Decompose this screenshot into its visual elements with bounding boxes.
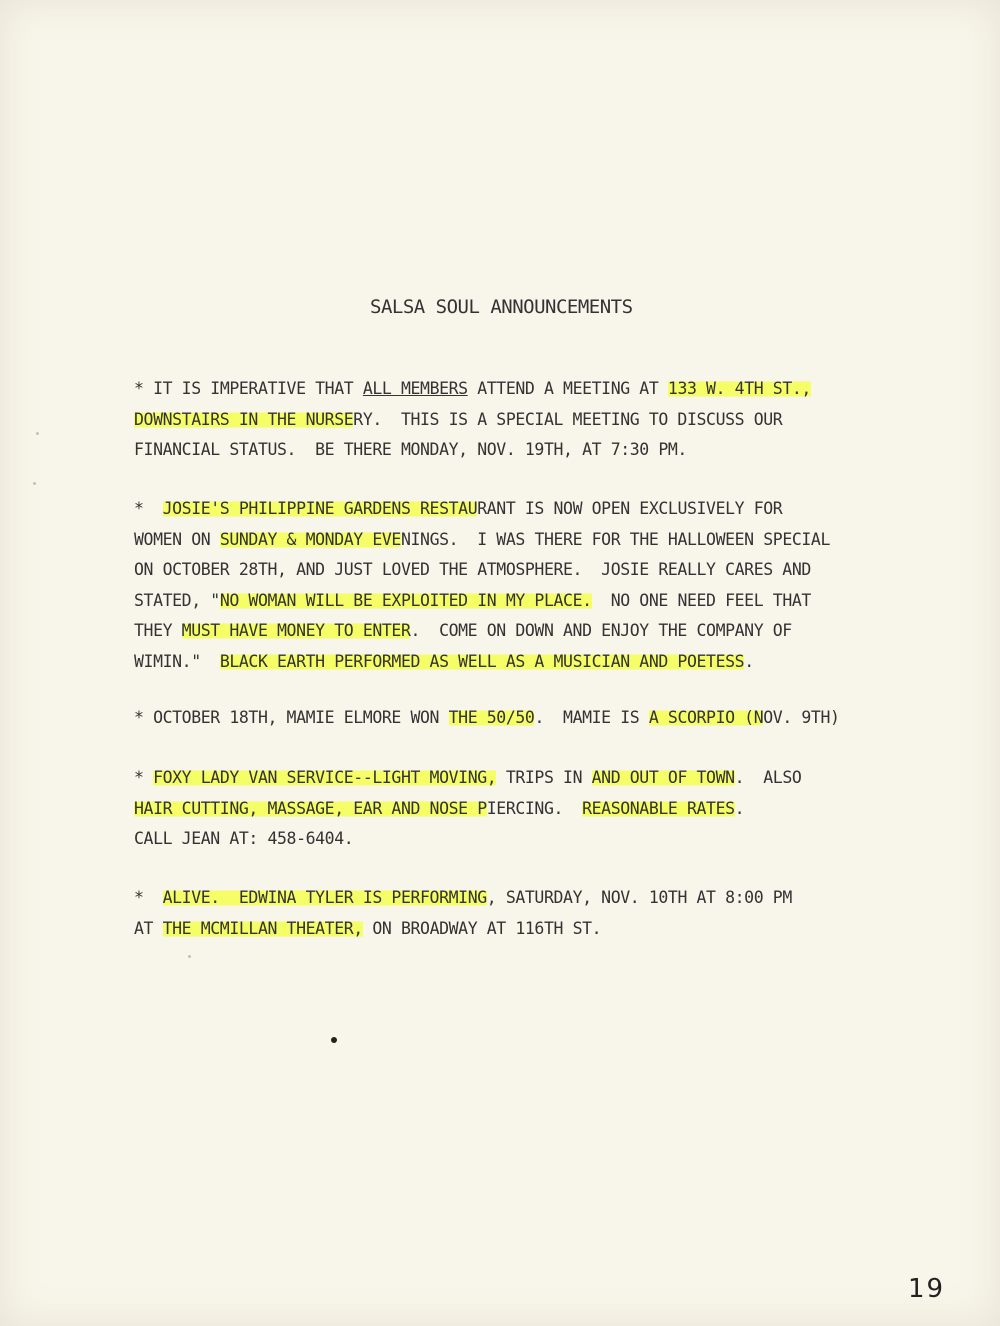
highlighted-text: AND OUT OF TOWN: [591, 768, 735, 787]
announcement-line: [134, 616, 894, 647]
paper-speck: [36, 432, 39, 435]
highlighted-text: THE 50/50: [448, 708, 535, 727]
highlighted-text: BLACK EARTH PERFORMED AS WELL AS A MUSICIAN AND POETESS: [219, 651, 745, 671]
text-segment: WIMIN.": [134, 651, 220, 671]
text-segment: , SATURDAY, NOV. 10TH AT 8:00 PM: [486, 888, 792, 907]
highlighted-text: SUNDAY & MONDAY EVE: [219, 529, 401, 549]
text-segment: IERCING.: [486, 798, 583, 818]
announcement-line: [134, 914, 894, 945]
highlighted-text: THE MCMILLAN THEATER,: [162, 918, 363, 938]
text-segment: FINANCIAL STATUS. BE THERE MONDAY, NOV. 19TH, AT 7:30 PM.: [134, 440, 687, 459]
announcement-line: [134, 374, 894, 405]
announcement-line: [134, 405, 894, 436]
announcement-line: [134, 586, 894, 617]
announcement-line: [134, 703, 894, 734]
text-segment: AT: [134, 918, 163, 938]
text-segment: ATTEND A MEETING AT: [467, 379, 668, 398]
announcement-foxy-lady-van: [134, 763, 894, 855]
text-segment: .: [734, 798, 745, 818]
announcement-line: [134, 647, 894, 678]
announcement-line: [134, 763, 894, 794]
announcement-josies-restaurant: [134, 494, 894, 677]
text-segment: WOMEN ON: [134, 529, 220, 549]
text-segment: *: [134, 499, 163, 518]
paper-speck: [33, 482, 36, 485]
text-segment: * OCTOBER 18TH, MAMIE ELMORE WON: [134, 708, 449, 727]
announcement-line: [134, 883, 894, 914]
text-segment: IT IS IMPERATIVE THAT: [153, 379, 363, 398]
announcement-alive-edwina-tyler: [134, 883, 894, 944]
text-segment: *: [134, 768, 154, 787]
highlighted-text: REASONABLE RATES: [582, 798, 735, 818]
text-segment: TRIPS IN: [496, 768, 592, 787]
text-segment: NO ONE NEED FEEL THAT: [591, 590, 811, 610]
highlighted-text: DOWNSTAIRS IN THE NURSE: [134, 409, 354, 429]
text-segment: . MAMIE IS: [534, 708, 649, 727]
highlighted-text: A SCORPIO (N: [648, 708, 764, 727]
text-segment: *: [134, 888, 163, 907]
document-title: SALSA SOUL ANNOUNCEMENTS: [370, 296, 633, 318]
text-segment: CALL JEAN AT: 458-6404.: [134, 829, 354, 848]
text-segment: THEY: [134, 621, 182, 640]
text-segment: . ALSO: [734, 768, 802, 787]
highlighted-text: ALIVE. EDWINA TYLER IS PERFORMING: [162, 888, 487, 907]
highlighted-text: MUST HAVE MONEY TO ENTER: [181, 621, 411, 640]
text-segment: RANT IS NOW OPEN EXCLUSIVELY FOR: [477, 499, 783, 518]
text-segment: STATED, ": [134, 590, 220, 610]
highlighted-text: NO WOMAN WILL BE EXPLOITED IN MY PLACE.: [219, 590, 592, 610]
announcement-line: [134, 824, 894, 855]
text-segment: . COME ON DOWN AND ENJOY THE COMPANY OF: [410, 621, 792, 640]
paper-speck: [188, 955, 191, 958]
highlighted-text: 133 W. 4TH ST.,: [667, 379, 811, 398]
page-number: 19: [908, 1274, 946, 1304]
highlighted-text: FOXY LADY VAN SERVICE--LIGHT MOVING,: [153, 768, 497, 787]
text-segment: *: [134, 379, 154, 398]
text-segment: OV. 9TH): [763, 708, 840, 727]
announcement-fifty-fifty: [134, 703, 894, 734]
ink-dot: [331, 1037, 337, 1043]
announcement-line: [134, 435, 894, 466]
announcement-line: [134, 555, 894, 586]
announcement-line: [134, 794, 894, 825]
text-segment: NINGS. I WAS THERE FOR THE HALLOWEEN SPECIAL: [400, 529, 830, 549]
underlined-text: ALL MEMBERS: [362, 379, 468, 398]
highlighted-text: HAIR CUTTING, MASSAGE, EAR AND NOSE P: [134, 798, 487, 818]
text-segment: .: [744, 651, 754, 671]
announcement-line: [134, 494, 894, 525]
text-segment: ON OCTOBER 28TH, AND JUST LOVED THE ATMOSPHERE. JOSIE REALLY CARES AND: [134, 560, 811, 579]
announcement-meeting: [134, 374, 894, 466]
announcement-line: [134, 525, 894, 556]
text-segment: ON BROADWAY AT 116TH ST.: [362, 918, 602, 938]
highlighted-text: JOSIE'S PHILIPPINE GARDENS RESTAU: [162, 499, 478, 518]
text-segment: RY. THIS IS A SPECIAL MEETING TO DISCUSS OUR: [353, 409, 783, 429]
